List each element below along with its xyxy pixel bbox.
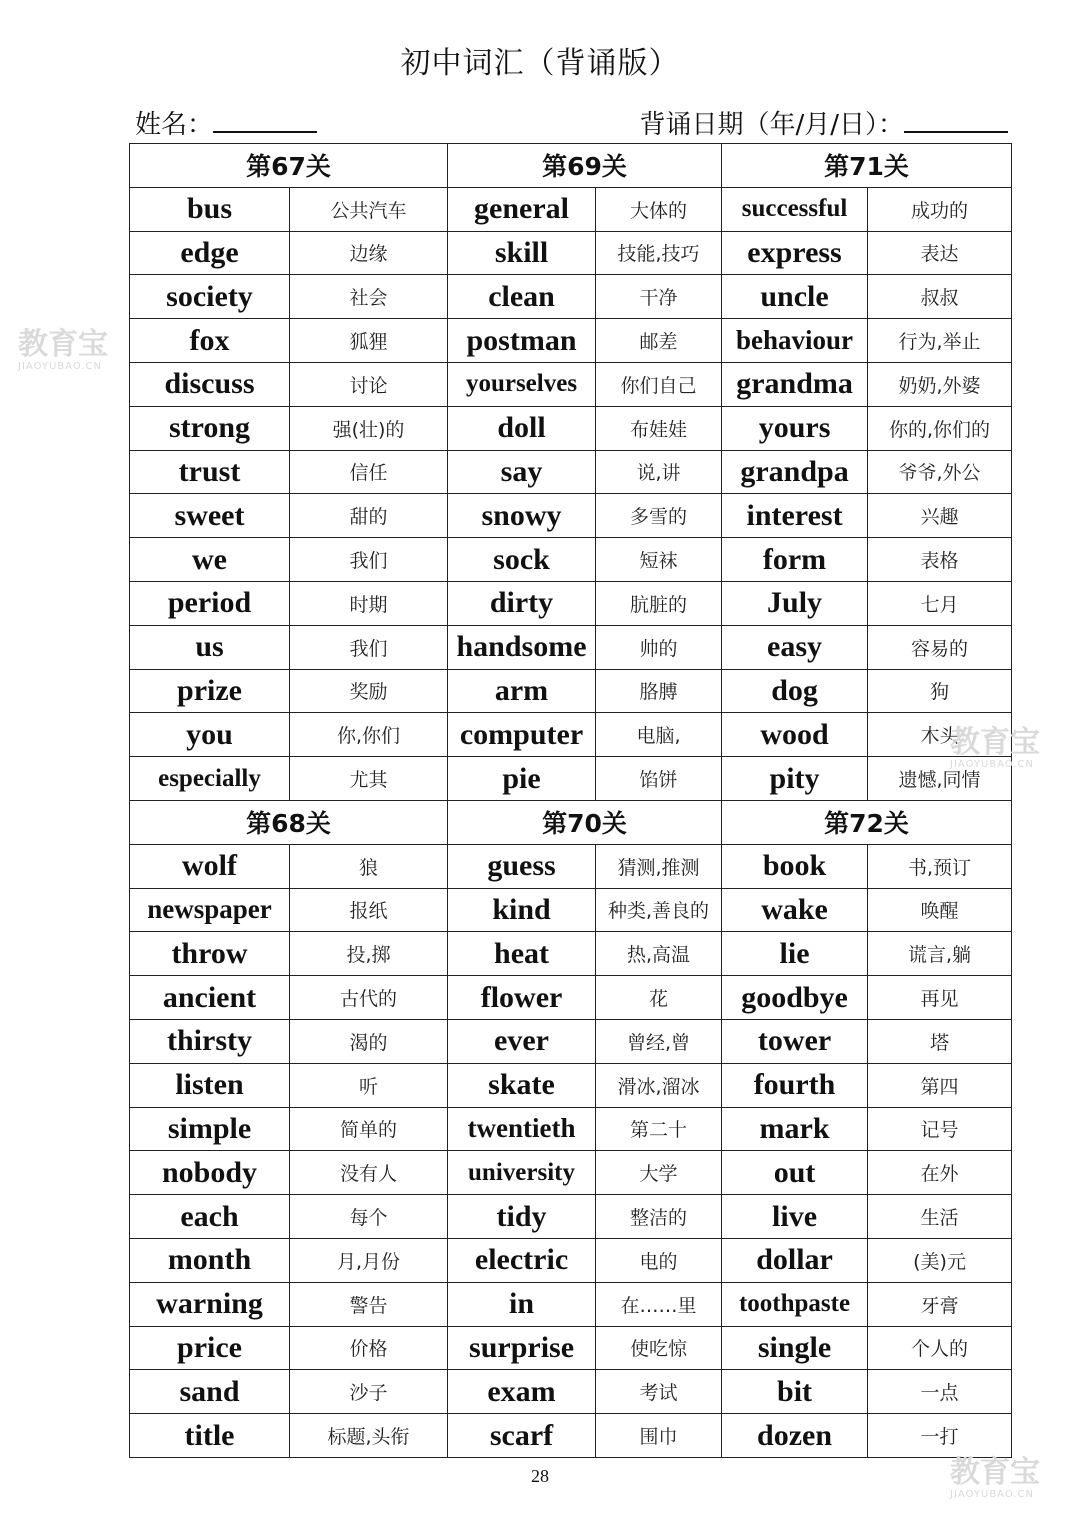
level-header-row: [130, 800, 1012, 844]
chinese-meaning: 记号: [868, 1107, 1012, 1151]
chinese-meaning: 胳膊: [596, 669, 722, 713]
english-word: period: [130, 581, 290, 625]
chinese-meaning: 强(壮)的: [290, 406, 448, 450]
chinese-meaning: 边缘: [290, 231, 448, 275]
table-row: [130, 581, 1012, 625]
watermark-logo: 教育宝 JIAOYUBAO.CN: [18, 327, 108, 372]
table-row: [130, 1107, 1012, 1151]
english-word: dirty: [448, 581, 596, 625]
name-field: [135, 104, 317, 141]
english-word: listen: [130, 1063, 290, 1107]
chinese-meaning: 你的,你们的: [868, 406, 1012, 450]
chinese-meaning: 容易的: [868, 625, 1012, 669]
english-word: guess: [448, 844, 596, 888]
chinese-meaning: 听: [290, 1063, 448, 1107]
english-word: warning: [130, 1282, 290, 1326]
watermark-logo: 教育宝 JIAOYUBAO.CN: [950, 1455, 1040, 1500]
english-word: especially: [130, 757, 290, 801]
table-row: [130, 669, 1012, 713]
chinese-meaning: 牙膏: [868, 1282, 1012, 1326]
table-row: [130, 362, 1012, 406]
header-fields: [135, 104, 1008, 144]
page-number: 28: [531, 1466, 549, 1486]
english-word: sock: [448, 538, 596, 582]
chinese-meaning: 叔叔: [868, 275, 1012, 319]
english-word: uncle: [722, 275, 868, 319]
chinese-meaning: 种类,善良的: [596, 888, 722, 932]
english-word: computer: [448, 713, 596, 757]
chinese-meaning: 行为,举止: [868, 319, 1012, 363]
english-word: grandma: [722, 362, 868, 406]
chinese-meaning: 在……里: [596, 1282, 722, 1326]
english-word: fourth: [722, 1063, 868, 1107]
english-word: price: [130, 1326, 290, 1370]
chinese-meaning: 表达: [868, 231, 1012, 275]
table-row: [130, 713, 1012, 757]
chinese-meaning: 帅的: [596, 625, 722, 669]
page-title: 初中词汇（背诵版）: [400, 46, 680, 81]
english-word: flower: [448, 976, 596, 1020]
english-word: yours: [722, 406, 868, 450]
chinese-meaning: 爷爷,外公: [868, 450, 1012, 494]
chinese-meaning: 干净: [596, 275, 722, 319]
chinese-meaning: 甜的: [290, 494, 448, 538]
date-label: 背诵日期（年/月/日）：: [639, 110, 904, 140]
chinese-meaning: 短袜: [596, 538, 722, 582]
chinese-meaning: 技能,技巧: [596, 231, 722, 275]
english-word: sweet: [130, 494, 290, 538]
chinese-meaning: 第四: [868, 1063, 1012, 1107]
english-word: tidy: [448, 1195, 596, 1239]
english-word: express: [722, 231, 868, 275]
chinese-meaning: 讨论: [290, 362, 448, 406]
english-word: form: [722, 538, 868, 582]
chinese-meaning: 兴趣: [868, 494, 1012, 538]
chinese-meaning: 围巾: [596, 1414, 722, 1458]
english-word: thirsty: [130, 1019, 290, 1063]
chinese-meaning: 狼: [290, 844, 448, 888]
chinese-meaning: 我们: [290, 625, 448, 669]
english-word: prize: [130, 669, 290, 713]
watermark-logo: 教育宝 JIAOYUBAO.CN: [950, 725, 1040, 770]
english-word: electric: [448, 1238, 596, 1282]
table-row: [130, 319, 1012, 363]
chinese-meaning: 简单的: [290, 1107, 448, 1151]
chinese-meaning: 唤醒: [868, 888, 1012, 932]
english-word: sand: [130, 1370, 290, 1414]
english-word: throw: [130, 932, 290, 976]
english-word: live: [722, 1195, 868, 1239]
chinese-meaning: 古代的: [290, 976, 448, 1020]
english-word: heat: [448, 932, 596, 976]
english-word: pie: [448, 757, 596, 801]
english-word: ancient: [130, 976, 290, 1020]
chinese-meaning: 你,你们: [290, 713, 448, 757]
english-word: easy: [722, 625, 868, 669]
english-word: edge: [130, 231, 290, 275]
chinese-meaning: 价格: [290, 1326, 448, 1370]
chinese-meaning: 电的: [596, 1238, 722, 1282]
english-word: arm: [448, 669, 596, 713]
english-word: wood: [722, 713, 868, 757]
chinese-meaning: 投,掷: [290, 932, 448, 976]
chinese-meaning: 邮差: [596, 319, 722, 363]
table-row: [130, 1063, 1012, 1107]
level-header: 第69关: [448, 144, 722, 188]
english-word: trust: [130, 450, 290, 494]
table-row: [130, 1151, 1012, 1195]
table-row: [130, 888, 1012, 932]
chinese-meaning: 七月: [868, 581, 1012, 625]
english-word: interest: [722, 494, 868, 538]
chinese-meaning: 生活: [868, 1195, 1012, 1239]
chinese-meaning: 信任: [290, 450, 448, 494]
chinese-meaning: 第二十: [596, 1107, 722, 1151]
english-word: yourselves: [448, 362, 596, 406]
chinese-meaning: 谎言,躺: [868, 932, 1012, 976]
chinese-meaning: 肮脏的: [596, 581, 722, 625]
table-row: [130, 1282, 1012, 1326]
english-word: surprise: [448, 1326, 596, 1370]
chinese-meaning: 表格: [868, 538, 1012, 582]
chinese-meaning: 渴的: [290, 1019, 448, 1063]
table-row: [130, 757, 1012, 801]
english-word: out: [722, 1151, 868, 1195]
chinese-meaning: 标题,头衔: [290, 1414, 448, 1458]
english-word: postman: [448, 319, 596, 363]
name-label: 姓名：: [135, 110, 214, 140]
table-row: [130, 1326, 1012, 1370]
chinese-meaning: 奶奶,外婆: [868, 362, 1012, 406]
date-blank-line: [904, 107, 1008, 133]
chinese-meaning: 馅饼: [596, 757, 722, 801]
chinese-meaning: 时期: [290, 581, 448, 625]
table-row: [130, 275, 1012, 319]
english-word: bit: [722, 1370, 868, 1414]
english-word: exam: [448, 1370, 596, 1414]
english-word: wake: [722, 888, 868, 932]
english-word: July: [722, 581, 868, 625]
table-row: [130, 1195, 1012, 1239]
chinese-meaning: 热,高温: [596, 932, 722, 976]
chinese-meaning: 再见: [868, 976, 1012, 1020]
table-row: [130, 406, 1012, 450]
name-blank-line: [213, 107, 317, 133]
english-word: title: [130, 1414, 290, 1458]
level-header-row: [130, 144, 1012, 188]
english-word: month: [130, 1238, 290, 1282]
english-word: skate: [448, 1063, 596, 1107]
english-word: fox: [130, 319, 290, 363]
english-word: snowy: [448, 494, 596, 538]
chinese-meaning: 狐狸: [290, 319, 448, 363]
english-word: simple: [130, 1107, 290, 1151]
level-header: 第71关: [722, 144, 1012, 188]
english-word: us: [130, 625, 290, 669]
table-row: [130, 932, 1012, 976]
chinese-meaning: 整洁的: [596, 1195, 722, 1239]
english-word: strong: [130, 406, 290, 450]
chinese-meaning: 沙子: [290, 1370, 448, 1414]
english-word: book: [722, 844, 868, 888]
chinese-meaning: 遗憾,同情: [868, 757, 1012, 801]
table-row: [130, 1019, 1012, 1063]
english-word: wolf: [130, 844, 290, 888]
english-word: each: [130, 1195, 290, 1239]
chinese-meaning: 一打: [868, 1414, 1012, 1458]
english-word: newspaper: [130, 888, 290, 932]
chinese-meaning: 公共汽车: [290, 187, 448, 231]
chinese-meaning: 我们: [290, 538, 448, 582]
chinese-meaning: 布娃娃: [596, 406, 722, 450]
table-row: [130, 625, 1012, 669]
chinese-meaning: 大学: [596, 1151, 722, 1195]
english-word: dozen: [722, 1414, 868, 1458]
chinese-meaning: 在外: [868, 1151, 1012, 1195]
english-word: skill: [448, 231, 596, 275]
chinese-meaning: 书,预订: [868, 844, 1012, 888]
english-word: we: [130, 538, 290, 582]
english-word: single: [722, 1326, 868, 1370]
chinese-meaning: 狗: [868, 669, 1012, 713]
english-word: handsome: [448, 625, 596, 669]
chinese-meaning: 多雪的: [596, 494, 722, 538]
chinese-meaning: (美)元: [868, 1238, 1012, 1282]
level-header: 第67关: [130, 144, 448, 188]
chinese-meaning: 每个: [290, 1195, 448, 1239]
english-word: lie: [722, 932, 868, 976]
english-word: successful: [722, 187, 868, 231]
chinese-meaning: 花: [596, 976, 722, 1020]
english-word: kind: [448, 888, 596, 932]
english-word: grandpa: [722, 450, 868, 494]
chinese-meaning: 木头: [868, 713, 1012, 757]
english-word: ever: [448, 1019, 596, 1063]
chinese-meaning: 成功的: [868, 187, 1012, 231]
english-word: clean: [448, 275, 596, 319]
english-word: behaviour: [722, 319, 868, 363]
chinese-meaning: 尤其: [290, 757, 448, 801]
table-row: [130, 538, 1012, 582]
table-row: [130, 844, 1012, 888]
english-word: goodbye: [722, 976, 868, 1020]
english-word: dollar: [722, 1238, 868, 1282]
chinese-meaning: 警告: [290, 1282, 448, 1326]
level-header: 第68关: [130, 800, 448, 844]
chinese-meaning: 滑冰,溜冰: [596, 1063, 722, 1107]
english-word: society: [130, 275, 290, 319]
english-word: pity: [722, 757, 868, 801]
table-row: [130, 976, 1012, 1020]
chinese-meaning: 奖励: [290, 669, 448, 713]
chinese-meaning: 你们自己: [596, 362, 722, 406]
chinese-meaning: 月,月份: [290, 1238, 448, 1282]
table-row: [130, 450, 1012, 494]
chinese-meaning: 使吃惊: [596, 1326, 722, 1370]
english-word: bus: [130, 187, 290, 231]
english-word: doll: [448, 406, 596, 450]
chinese-meaning: 社会: [290, 275, 448, 319]
level-header: 第72关: [722, 800, 1012, 844]
level-header: 第70关: [448, 800, 722, 844]
chinese-meaning: 塔: [868, 1019, 1012, 1063]
chinese-meaning: 曾经,曾: [596, 1019, 722, 1063]
english-word: toothpaste: [722, 1282, 868, 1326]
chinese-meaning: 电脑,: [596, 713, 722, 757]
english-word: nobody: [130, 1151, 290, 1195]
table-row: [130, 1238, 1012, 1282]
chinese-meaning: 一点: [868, 1370, 1012, 1414]
table-row: [130, 1370, 1012, 1414]
table-row: [130, 1414, 1012, 1458]
table-row: [130, 187, 1012, 231]
english-word: twentieth: [448, 1107, 596, 1151]
english-word: general: [448, 187, 596, 231]
chinese-meaning: 说,讲: [596, 450, 722, 494]
english-word: say: [448, 450, 596, 494]
vocabulary-table: [129, 143, 1012, 1458]
english-word: scarf: [448, 1414, 596, 1458]
english-word: discuss: [130, 362, 290, 406]
chinese-meaning: 没有人: [290, 1151, 448, 1195]
date-field: [639, 104, 1008, 141]
english-word: mark: [722, 1107, 868, 1151]
english-word: tower: [722, 1019, 868, 1063]
table-row: [130, 231, 1012, 275]
chinese-meaning: 大体的: [596, 187, 722, 231]
english-word: you: [130, 713, 290, 757]
english-word: university: [448, 1151, 596, 1195]
chinese-meaning: 考试: [596, 1370, 722, 1414]
english-word: dog: [722, 669, 868, 713]
chinese-meaning: 个人的: [868, 1326, 1012, 1370]
table-row: [130, 494, 1012, 538]
chinese-meaning: 报纸: [290, 888, 448, 932]
chinese-meaning: 猜测,推测: [596, 844, 722, 888]
english-word: in: [448, 1282, 596, 1326]
